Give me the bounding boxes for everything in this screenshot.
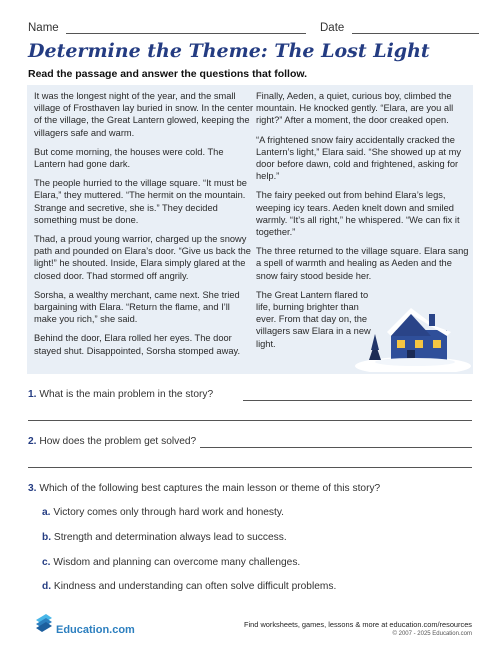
- question-3: 3. Which of the following best captures the main lesson or theme of this story?: [28, 483, 381, 494]
- paragraph: The Great Lantern flared to life, burning brighter than ever. From that day on, the villagers saw Elara in a new light.: [256, 289, 371, 349]
- paragraph: It was the longest night of the year, and the small village of Frosthaven lay buried in snow. In the center of the village, the Great Lantern glowed, keeping the villagers safe and warm.: [34, 91, 254, 138]
- option-d[interactable]: d. Kindness and understanding can often solve difficult problems.: [42, 581, 337, 592]
- date-label: Date: [320, 22, 345, 34]
- question-1: 1. What is the main problem in the story?: [28, 389, 214, 400]
- passage-left-column: [34, 90, 254, 364]
- answer-2-line[interactable]: [28, 467, 472, 468]
- paragraph: The three returned to the village square. Elara sang a spell of warmth and healing as Aeden and the snow fairy stood beside her.: [256, 246, 469, 281]
- question-2-text: How does the problem get solved?: [39, 436, 197, 447]
- question-2: 2. How does the problem get solved?: [28, 436, 197, 447]
- name-field[interactable]: [28, 22, 306, 34]
- instructions: Read the passage and answer the questions that follow.: [28, 68, 308, 80]
- education-logo-text: Education.com: [56, 624, 135, 636]
- question-1-text: What is the main problem in the story?: [39, 389, 214, 400]
- date-field[interactable]: [320, 22, 479, 34]
- question-3-text: Which of the following best captures the main lesson or theme of this story?: [39, 483, 381, 494]
- paragraph: “A frightened snow fairy accidentally cracked the Lantern’s light,” Elara said. “She showed up at my door before dawn, cold and frightened, asking for help.”: [256, 134, 461, 182]
- education-logo-icon: [34, 612, 54, 632]
- paragraph: The fairy peeked out from behind Elara’s legs, weeping icy tears. Aeden knelt down and smiled warmly. “It’s all right,” he whispered. “We can fix it together.”: [256, 190, 460, 238]
- option-b[interactable]: b. Strength and determination always lead to success.: [42, 532, 287, 543]
- paragraph: Finally, Aeden, a quiet, curious boy, climbed the mountain. He knocked gently. “Elara, are you all right?” After a moment, the door creaked open.: [256, 91, 454, 126]
- option-a[interactable]: a. Victory comes only through hard work and honesty.: [42, 507, 285, 518]
- option-c[interactable]: c. Wisdom and planning can overcome many challenges.: [42, 557, 301, 568]
- footer: [28, 612, 472, 642]
- answer-2-line[interactable]: [200, 447, 472, 448]
- worksheet-title: Determine the Theme: The Lost Light: [28, 40, 430, 62]
- date-line[interactable]: [352, 23, 479, 34]
- footer-copyright: © 2007 - 2025 Education.com: [392, 631, 472, 637]
- paragraph: Sorsha, a wealthy merchant, came next. She tried bargaining with Elara. “Return the flame, and I’ll make you rich,” she said.: [34, 289, 240, 325]
- paragraph: Thad, a proud young warrior, charged up the snowy path and pounded on Elara’s door. “Give us back the light!” he shouted. Inside, Elara simply glared at the closed door. Thad stormed off angrily.: [34, 234, 251, 281]
- answer-1-line[interactable]: [243, 400, 472, 401]
- paragraph: Behind the door, Elara rolled her eyes. The door stayed shut. Disappointed, Sorsha stomped away.: [34, 333, 241, 356]
- paragraph: The people hurried to the village square. “It must be Elara,” they muttered. “The hermit on the mountain. Strange and secretive, she is.” They decided something must be done.: [34, 178, 247, 225]
- name-line[interactable]: [66, 23, 306, 34]
- snowy-house-illustration: [351, 290, 471, 372]
- answer-1-line[interactable]: [28, 420, 472, 421]
- passage-box: [27, 85, 473, 374]
- footer-resources-text: Find worksheets, games, lessons & more at education.com/resources: [244, 620, 472, 629]
- paragraph: But come morning, the houses were cold. The Lantern had gone dark.: [34, 146, 224, 170]
- name-label: Name: [28, 22, 59, 34]
